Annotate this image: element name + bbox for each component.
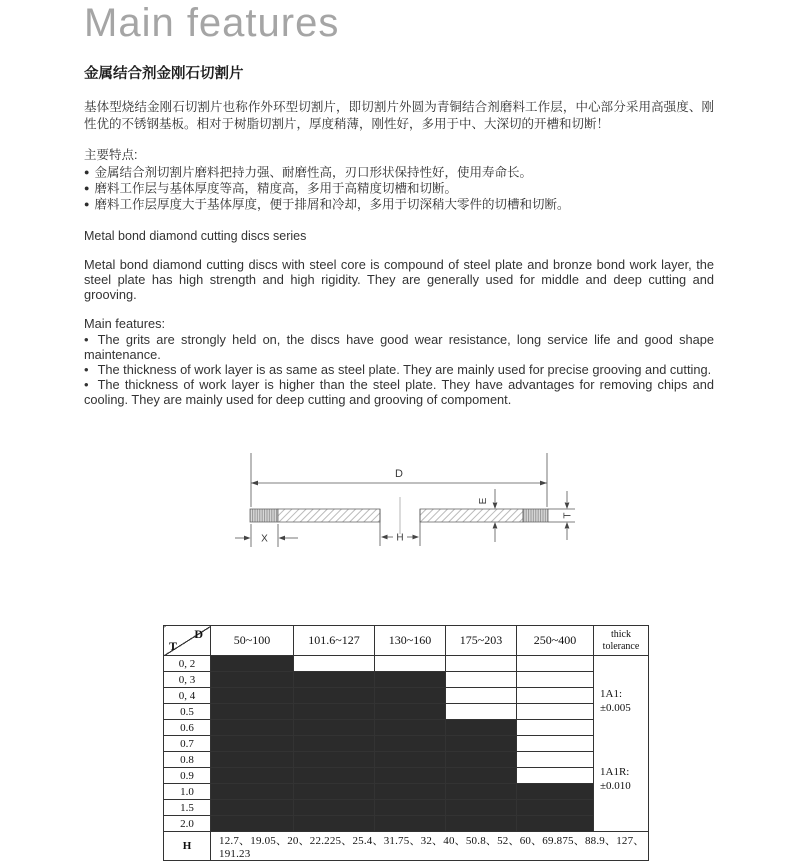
list-item xyxy=(84,181,714,197)
available-cell xyxy=(375,720,446,736)
t-value: 0.9 xyxy=(164,768,211,784)
table-header-row xyxy=(164,626,649,656)
h-row xyxy=(164,832,649,861)
unavailable-cell xyxy=(517,656,594,672)
available-cell xyxy=(446,768,517,784)
available-cell xyxy=(294,800,375,816)
tolerance-header-line: tolerance xyxy=(602,640,640,652)
available-cell xyxy=(294,672,375,688)
list-item xyxy=(84,377,714,407)
en-series-title: Metal bond diamond cutting discs series xyxy=(84,229,307,243)
column-header: 50~100 xyxy=(211,626,294,656)
tolerance-cell xyxy=(594,656,649,832)
available-cell xyxy=(517,784,594,800)
unavailable-cell xyxy=(517,720,594,736)
bullet-icon: • xyxy=(84,332,89,347)
table-row xyxy=(164,816,649,832)
arrowhead-icon xyxy=(493,522,498,529)
steel-core-left xyxy=(278,509,380,522)
arrowhead-icon xyxy=(244,536,251,541)
bullet-text: The thickness of work layer is higher than the steel plate. They have advantages for removing chips and cooling. They are mainly used for deep cutting and grooving of compoment. xyxy=(84,377,714,407)
arrowhead-icon xyxy=(565,522,570,529)
label-H: H xyxy=(396,532,404,544)
table-row xyxy=(164,720,649,736)
available-cell xyxy=(446,736,517,752)
available-cell xyxy=(294,752,375,768)
table-row xyxy=(164,784,649,800)
list-item xyxy=(84,197,714,213)
page-title: Main features xyxy=(84,1,340,45)
cn-description-paragraph: 基体型烧结金刚石切割片也称作外环型切割片，即切割片外圆为青铜结合剂磨料工作层，中心部分采用高强度、刚性优的不锈钢基板。相对于树脂切割片，厚度稍薄，刚性好，多用于中、大深切的开槽和切断！ xyxy=(84,100,714,131)
bullet-text: The grits are strongly held on, the discs have good wear resistance, long service life and good shape maintenance. xyxy=(84,332,714,362)
t-value: 0.8 xyxy=(164,752,211,768)
available-cell xyxy=(375,736,446,752)
t-value: 0.7 xyxy=(164,736,211,752)
t-value: 0.5 xyxy=(164,704,211,720)
corner-label-d: D xyxy=(194,627,203,641)
arrowhead-icon xyxy=(493,503,498,510)
arrowhead-icon xyxy=(279,536,286,541)
unavailable-cell xyxy=(517,736,594,752)
tolerance-header-line: thick xyxy=(611,628,631,640)
available-cell xyxy=(446,816,517,832)
arrowhead-icon xyxy=(381,535,388,540)
column-header: 101.6~127 xyxy=(294,626,375,656)
bullet-icon: ● xyxy=(84,167,90,177)
disc-cross-section-diagram xyxy=(228,445,588,560)
unavailable-cell xyxy=(446,688,517,704)
unavailable-cell xyxy=(517,688,594,704)
column-header: 250~400 xyxy=(517,626,594,656)
table-row xyxy=(164,752,649,768)
unavailable-cell xyxy=(517,752,594,768)
available-cell xyxy=(517,800,594,816)
available-cell xyxy=(375,768,446,784)
available-cell xyxy=(211,816,294,832)
available-cell xyxy=(294,736,375,752)
table-row xyxy=(164,800,649,816)
available-cell xyxy=(211,704,294,720)
arrowhead-icon xyxy=(540,481,547,486)
available-cell xyxy=(211,768,294,784)
available-cell xyxy=(211,736,294,752)
available-cell xyxy=(446,800,517,816)
unavailable-cell xyxy=(517,704,594,720)
diagram-svg xyxy=(228,445,588,560)
available-cell xyxy=(294,768,375,784)
bullet-text: 金属结合剂切割片磨料把持力强、耐磨性高，刃口形状保持性好，使用寿命长。 xyxy=(94,165,532,180)
bullet-text: The thickness of work layer is as same as steel plate. They are mainly used for precise grooving and cutting. xyxy=(97,362,712,377)
available-cell xyxy=(211,784,294,800)
tolerance-group: 1A1: ±0.005 xyxy=(600,688,631,714)
available-cell xyxy=(294,704,375,720)
tolerance-header xyxy=(594,626,649,656)
available-cell xyxy=(211,800,294,816)
list-item xyxy=(84,332,714,362)
label-X: X xyxy=(261,533,268,545)
label-E: E xyxy=(478,497,489,505)
list-item xyxy=(84,362,714,377)
arrowhead-icon xyxy=(413,535,420,540)
t-value: 0, 4 xyxy=(164,688,211,704)
h-row-values: 12.7、19.05、20、22.225、25.4、31.75、32、40、50.8、52、60、69.875、88.9、127、191.23 xyxy=(211,832,649,861)
t-value: 0, 3 xyxy=(164,672,211,688)
unavailable-cell xyxy=(446,656,517,672)
available-cell xyxy=(375,688,446,704)
available-cell xyxy=(294,720,375,736)
size-table xyxy=(163,625,649,861)
label-T: T xyxy=(562,512,574,519)
bullet-icon: ● xyxy=(84,183,90,193)
available-cell xyxy=(211,752,294,768)
work-layer-right xyxy=(523,509,548,522)
bullet-text: 磨料工作层与基体厚度等高，精度高，多用于高精度切槽和切断。 xyxy=(94,181,457,196)
t-value: 2.0 xyxy=(164,816,211,832)
unavailable-cell xyxy=(517,768,594,784)
available-cell xyxy=(446,720,517,736)
available-cell xyxy=(294,816,375,832)
available-cell xyxy=(375,752,446,768)
table-row xyxy=(164,672,649,688)
size-table-body xyxy=(164,656,649,832)
arrowhead-icon xyxy=(251,481,258,486)
unavailable-cell xyxy=(294,656,375,672)
available-cell xyxy=(294,688,375,704)
arrowhead-icon xyxy=(565,503,570,510)
available-cell xyxy=(446,784,517,800)
column-header: 130~160 xyxy=(375,626,446,656)
unavailable-cell xyxy=(517,672,594,688)
h-row-label: H xyxy=(164,832,211,861)
label-D: D xyxy=(395,468,403,480)
list-item xyxy=(84,165,714,181)
available-cell xyxy=(211,656,294,672)
en-description-paragraph: Metal bond diamond cutting discs with steel core is compound of steel plate and bronze bond work layer, the steel plate has high strength and high rigidity. They are generally used for middle and deep cutting and grooving. xyxy=(84,257,714,302)
bullet-icon: • xyxy=(84,377,89,392)
available-cell xyxy=(211,720,294,736)
available-cell xyxy=(375,784,446,800)
available-cell xyxy=(375,816,446,832)
available-cell xyxy=(375,800,446,816)
cn-product-heading: 金属结合剂金刚石切割片 xyxy=(84,66,244,82)
table-row xyxy=(164,688,649,704)
available-cell xyxy=(375,704,446,720)
available-cell xyxy=(211,688,294,704)
tolerance-group: 1A1R: ±0.010 xyxy=(600,766,631,792)
table-row xyxy=(164,656,649,672)
bullet-text: 磨料工作层厚度大于基体厚度，便于排屑和冷却，多用于切深稍大零件的切槽和切断。 xyxy=(94,197,570,212)
t-value: 1.0 xyxy=(164,784,211,800)
cn-features-label: 主要特点: xyxy=(84,148,138,162)
available-cell xyxy=(294,784,375,800)
bullet-icon: • xyxy=(84,362,89,377)
table-row xyxy=(164,736,649,752)
available-cell xyxy=(211,672,294,688)
unavailable-cell xyxy=(446,672,517,688)
corner-label-t: T xyxy=(169,639,178,653)
corner-cell xyxy=(164,626,211,656)
work-layer-left xyxy=(250,509,278,522)
size-table-wrap xyxy=(163,625,649,861)
available-cell xyxy=(375,672,446,688)
t-value: 0, 2 xyxy=(164,656,211,672)
content-block xyxy=(84,62,714,407)
column-header: 175~203 xyxy=(446,626,517,656)
unavailable-cell xyxy=(446,704,517,720)
unavailable-cell xyxy=(375,656,446,672)
steel-core-right xyxy=(420,509,523,522)
available-cell xyxy=(517,816,594,832)
table-row xyxy=(164,704,649,720)
available-cell xyxy=(446,752,517,768)
t-value: 1.5 xyxy=(164,800,211,816)
en-features-label: Main features: xyxy=(84,316,166,331)
bullet-icon: ● xyxy=(84,199,90,209)
t-value: 0.6 xyxy=(164,720,211,736)
table-row xyxy=(164,768,649,784)
